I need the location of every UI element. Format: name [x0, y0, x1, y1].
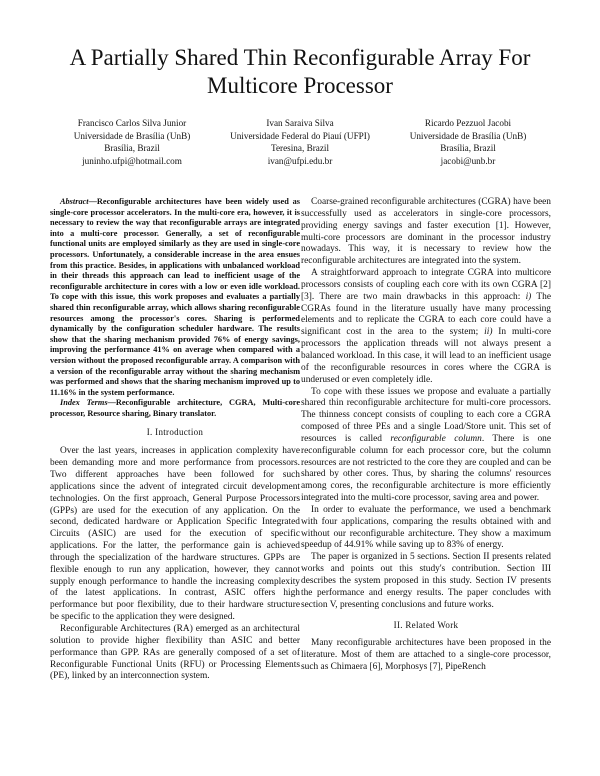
author-email: ivan@ufpi.edu.br: [267, 155, 333, 166]
author-3: [384, 117, 552, 167]
abstract-text: Reconfigurable architectures have been widely used as single-core processor accelerators. In the multi-core era, however, it is necessary to review the way that reconfigurable arrays are integrated into a multi-core processor. Generally, a set of reconfigurable functional units are employed similarly as they are used in single-core processors. Unfortunately, a considerable increase in the area ensues from this practice. Besides, in applications with unbalanced workload in their threads this approach can lead to inefficient usage of the reconfigurable architecture in cores with a low or even idle workload. To cope with this issue, this work proposes and evaluates a partially shared thin reconfigurable array, which allows sharing reconfigurable resources among the processor's cores. Sharing is performed dynamically by the configuration scheduler hardware. The results show that the sharing mechanism provided 76% of energy savings, improving the performance 41% on average when compared with a version without the proposed reconfigurable array. A comparison with a version of the reconfigurable array without the sharing mechanism was performed and shows that the sharing mechanism improved up to 11.16% in the system performance.: [50, 197, 300, 397]
index-terms-label: Index Terms—: [60, 398, 116, 408]
author-affiliation: Universidade Federal do Piauí (UFPI): [230, 130, 370, 141]
author-email: jacobi@unb.br: [440, 155, 496, 166]
text-span: . There is one reconfigurable column for each processor core, but the column resources are not restricted to the core they are coupled and can be shared by other cores. Thus, by sharing the columns' resources among cores, the reconfigurable architecture is more efficiently integrated into the multi-core processor, saving area and power.: [301, 433, 551, 504]
paragraph: The paper is organized in 5 sections. Section II presents related works and points out this study's contribution. Section III describes the system proposed in this study. Section IV presents the performance and energy results. The paper concludes with section V, presenting conclusions and future works.: [301, 552, 551, 610]
enumeration-marker: ii): [484, 327, 493, 338]
paragraph: Many reconfigurable architectures have been proposed in the literature. Most of them are attached to a single-core processor, such as Chimaera [6], Morphosys [7], PipeRench: [301, 638, 551, 673]
paragraph: In order to evaluate the performance, we used a benchmark with four applications, comparing the results obtained with and without our reconfigurable architecture. They show a maximum speedup of 44.91% while saving up to 83% of energy.: [301, 504, 551, 551]
emphasis: reconfigurable column: [390, 433, 482, 444]
author-location: Brasília, Brazil: [440, 143, 496, 154]
text-span: A straightforward approach to integrate CGRA into multicore processors consists of coupling each core with its own CGRA [2][3]. There are two main drawbacks in this approach:: [301, 268, 551, 302]
text-span: In multi-core processors the application threads will not always present a balanced workload. In this case, it will lead to an inefficient usage of the reconfigurable resources in cores where the CGRA is underused or even completely idle.: [301, 327, 552, 385]
author-location: Teresina, Brazil: [270, 143, 330, 154]
left-column: [50, 197, 300, 683]
section-heading-related-work: II. Related Work: [393, 619, 459, 630]
index-terms-text: Reconfigurable architecture, CGRA, Multi-core processor, Resource sharing, Binary translator.: [50, 398, 300, 418]
author-affiliation: Universidade de Brasília (UnB): [73, 130, 191, 141]
paragraph: Over the last years, increases in application complexity have been demanding more and more performance from processors. Two different approaches have been followed for such applications since the advent of integrated circuit development technologies. On the first approach, General Purpose Processors (GPPs) are used for the execution of any application. On the second, dedicated hardware or Application Specific Integrated Circuits (ASIC) are used for the execution of specific applications. For the latter, the performance gain is achieved through the specialization of the hardware structures. GPPs are flexible enough to run any application, however, they cannot supply enough performance to handle the increasing complexity of the latest applications. In contrast, ASIC offers high performance but poor flexibility, due to their hardware structure be specific to the application they were designed.: [50, 446, 300, 623]
text-span: The CGRAs found in the literature usually have many processing elements and to replicate the CGRA to each core could have a significant cost in the area to the system;: [301, 291, 551, 338]
right-column: [301, 197, 551, 674]
author-name: Francisco Carlos Silva Junior: [77, 118, 187, 128]
author-name: Ivan Saraiva Silva: [266, 118, 334, 128]
text-span: To cope with these issues we propose and evaluate a partially shared thin reconfigurable architecture for multi-core processors. The thinness concept consists of coupling to each core a CGRA composed of three PEs and a single Load/Store unit. This set of resources is called: [301, 386, 551, 444]
paragraph: [301, 387, 551, 505]
paragraph: [301, 268, 551, 386]
paragraph: Reconfigurable Architectures (RA) emerged as an architectural solution to provide higher flexibility than ASIC and better performance than GPP. RAs are generally composed of a set of Reconfigurable Functional Units (RFU) or Processing Elements (PE), linked by an interconnection system.: [50, 623, 300, 682]
author-email: juninho.ufpi@hotmail.com: [82, 155, 182, 166]
author-location: Brasília, Brazil: [104, 143, 160, 154]
author-affiliation: Universidade de Brasília (UnB): [409, 130, 527, 141]
section-heading-introduction: I. Introduction: [146, 427, 204, 438]
author-name: Ricardo Pezzuol Jacobi: [424, 118, 512, 128]
paper-title: A Partially Shared Thin Reconfigurable Array For Multicore Processor: [69, 45, 531, 98]
author-2: [216, 117, 384, 167]
paragraph: Coarse-grained reconfigurable architectures (CGRA) have been successfully used as accelerators in single-core processors, providing energy savings and faster execution [1]. However, multi-core processors are dominant in the processor industry nowadays. This way, it is necessary to review how the reconfigurable architectures are integrated into the system.: [301, 197, 551, 267]
abstract-label: Abstract—: [60, 197, 97, 206]
enumeration-marker: i): [525, 291, 532, 302]
author-1: [48, 117, 216, 167]
author-block: [48, 117, 552, 167]
abstract: [50, 197, 300, 419]
